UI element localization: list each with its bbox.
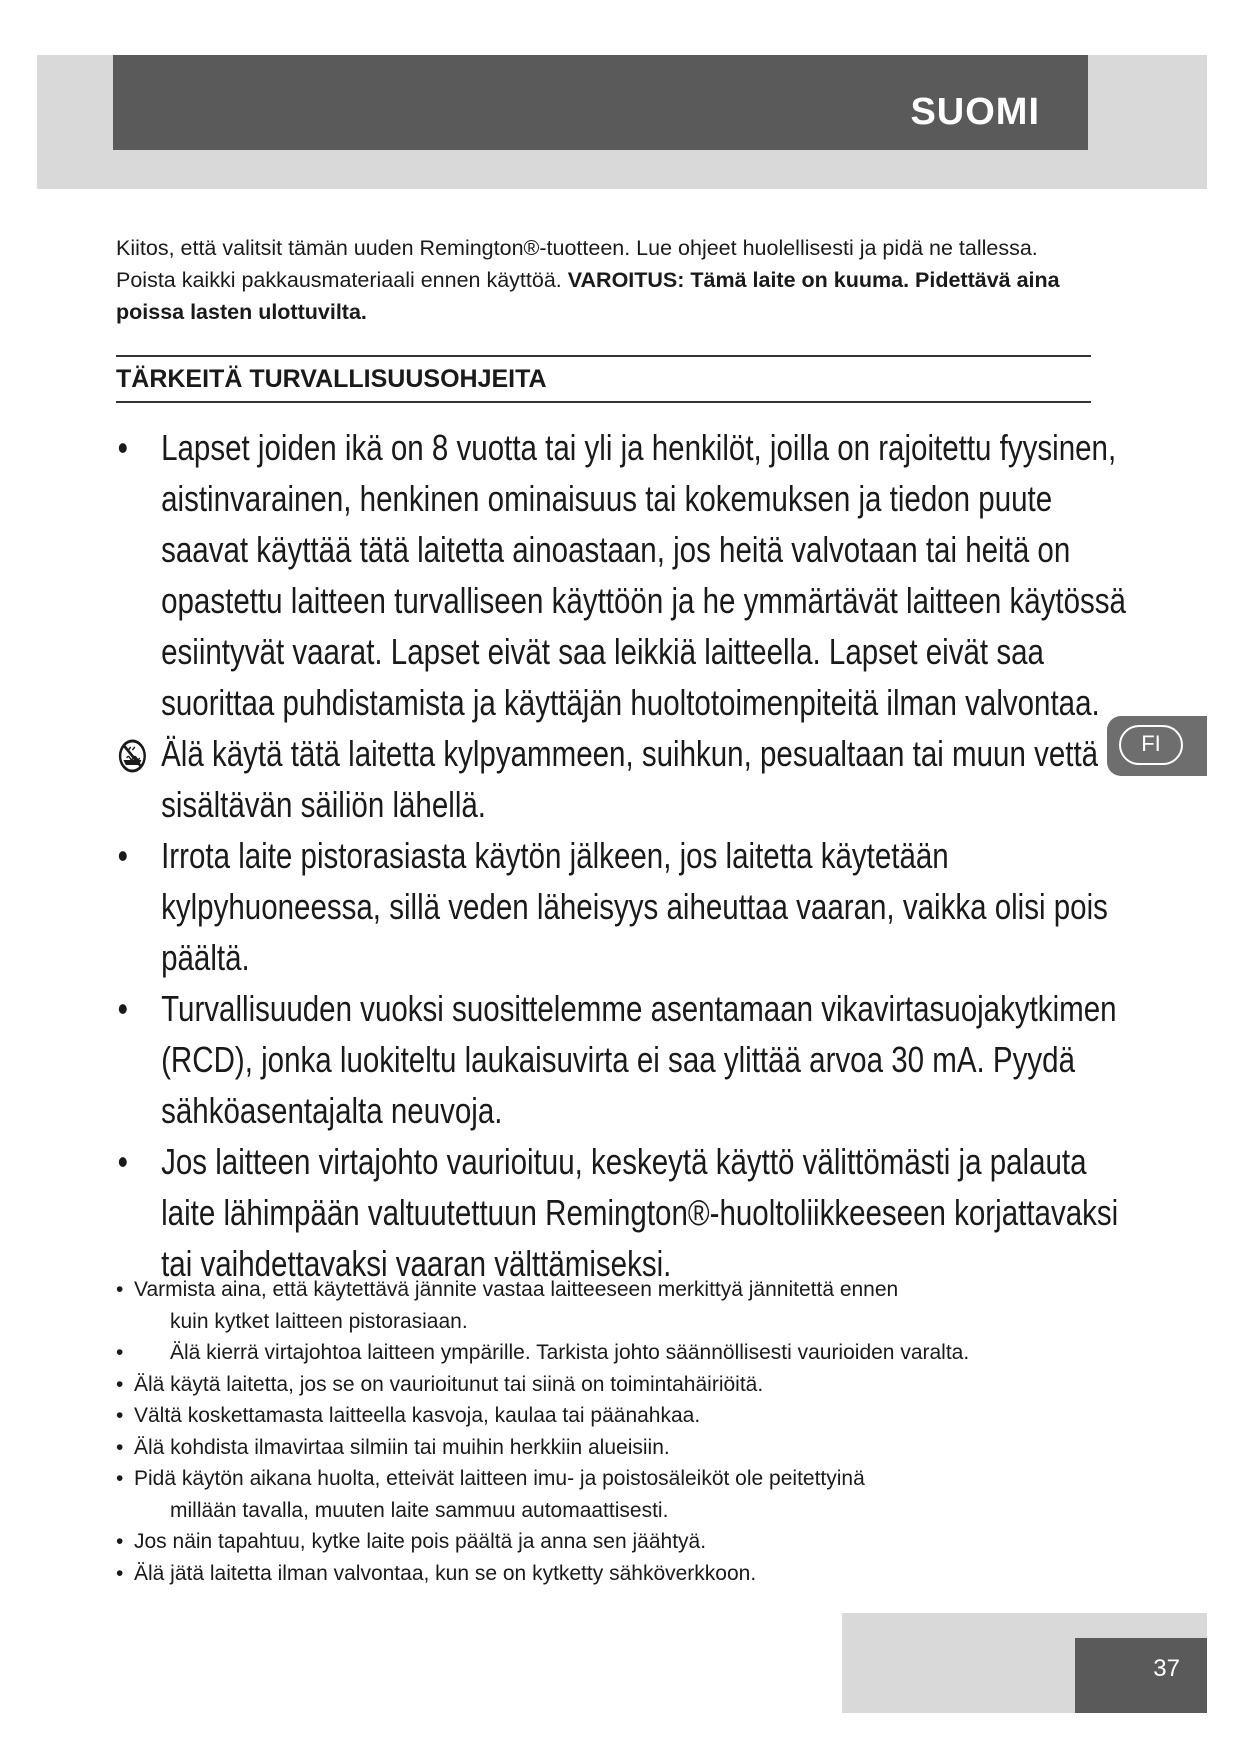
list-item [116, 728, 1129, 830]
section-heading: TÄRKEITÄ TURVALLISUUSOHJEITA [116, 365, 547, 393]
bullet: • [117, 835, 128, 876]
list-item-text: Älä kohdista ilmavirtaa silmiin tai muihin herkkiin alueisiin. [134, 1435, 670, 1459]
bullet: • [116, 1278, 124, 1301]
list-item-text: Älä käytä laitetta, jos se on vaurioitunut tai siinä on toimintahäiriöitä. [134, 1372, 764, 1396]
list-item [116, 1558, 1116, 1590]
bullet: • [116, 1372, 124, 1396]
intro-warning: VAROITUS: Tämä laite on kuuma. Pidettävä aina poissa lasten ulottuvilta. [116, 268, 1060, 324]
list-item-text: Vältä koskettamasta laitteella kasvoja, kaulaa tai päänahkaa. [134, 1404, 701, 1427]
list-item-text: Jos näin tapahtuu, kytke laite pois päältä ja anna sen jäähtyä. [134, 1530, 707, 1553]
language-title: SUOMI [910, 91, 1040, 133]
list-item [116, 422, 1129, 728]
list-item-continuation: kuin kytket laitteen pistorasiaan. [170, 1309, 468, 1333]
safety-main-list [116, 422, 1126, 1289]
list-item [116, 1274, 1116, 1337]
intro-paragraph [116, 232, 1086, 328]
list-item [116, 1526, 1116, 1558]
list-item [116, 983, 1129, 1136]
bullet: • [116, 1341, 124, 1364]
page-number: 37 [1153, 1655, 1180, 1682]
list-item-text: Jos laitteen virtajohto vaurioituu, keskeytä käyttö välittömästi ja palauta laite lähimpään valtuutettuun Remington®-huoltoliikkeeseen korjattavaksi tai vaihdettavaksi vaaran välttämiseksi. [161, 1141, 1119, 1284]
list-item [116, 1369, 1116, 1401]
list-item [116, 1463, 1116, 1526]
section-rule-top [116, 355, 1091, 357]
list-item-text: Varmista aina, että käytettävä jännite vastaa laitteeseen merkittyä jännitettä ennen [134, 1278, 899, 1301]
bullet: • [116, 1435, 124, 1459]
list-item-text: Älä kierrä virtajohtoa laitteen ympärille. Tarkista johto säännöllisesti vaurioiden varalta. [170, 1341, 970, 1364]
language-badge: FI [1119, 725, 1183, 765]
bullet: • [116, 1404, 124, 1427]
language-tab [1107, 716, 1207, 776]
bullet: • [117, 1141, 128, 1182]
bullet: • [116, 1530, 124, 1553]
intro-text: Kiitos, että valitsit tämän uuden Remington®-tuotteen. Lue ohjeet huolellisesti ja pidä ne tallessa. Poista kaikki pakkausmateriaali ennen käyttöä. [116, 236, 1038, 292]
list-item [116, 1432, 1116, 1464]
list-item-text: Lapset joiden ikä on 8 vuotta tai yli ja henkilöt, joilla on rajoitettu fyysinen, aistinvarainen, henkinen ominaisuus tai kokemuksen ja tiedon puute saavat käyttää tätä laitetta ainoastaan, jos heitä valvotaan tai heitä on opastettu laitteen turvalliseen käyttöön ja he ymmärtävät laitteen käytössä esiintyvät vaarat. Lapset eivät saa leikkiä laitteella. Lapset eivät saa suorittaa puhdistamista ja käyttäjän huoltotoimenpiteitä ilman valvontaa. [161, 427, 1126, 723]
list-item-text: Turvallisuuden vuoksi suosittelemme asentamaan vikavirtasuojakytkimen (RCD), jonka luokiteltu laukaisuvirta ei saa ylittää arvoa 30 mA. Pyydä sähköasentajalta neuvoja. [161, 988, 1117, 1131]
bullet: • [116, 1467, 124, 1490]
list-item [116, 1400, 1116, 1432]
header-bar [113, 55, 1088, 150]
bullet: • [116, 1561, 124, 1585]
bullet: • [117, 427, 128, 468]
list-item-text: Pidä käytön aikana huolta, etteivät laitteen imu- ja poistosäleiköt ole peitettyinä [134, 1467, 865, 1490]
list-item-text: Älä käytä tätä laitetta kylpyammeen, suihkun, pesualtaan tai muun vettä sisältävän säiliön lähellä. [161, 733, 1099, 825]
footer-bar [1075, 1638, 1207, 1713]
list-item-text: Älä jätä laitetta ilman valvontaa, kun se on kytketty sähköverkkoon. [134, 1561, 757, 1585]
section-rule-bottom [116, 401, 1091, 403]
list-item [116, 1136, 1129, 1289]
list-item [116, 830, 1129, 983]
list-item [116, 1337, 1116, 1369]
list-item-continuation: millään tavalla, muuten laite sammuu automaattisesti. [170, 1498, 669, 1522]
bullet: • [117, 988, 128, 1029]
safety-extra-list [116, 1274, 1116, 1589]
list-item-text: Irrota laite pistorasiasta käytön jälkeen, jos laitetta käytetään kylpyhuoneessa, sillä veden läheisyys aiheuttaa vaaran, vaikka olisi pois päältä. [161, 835, 1108, 978]
